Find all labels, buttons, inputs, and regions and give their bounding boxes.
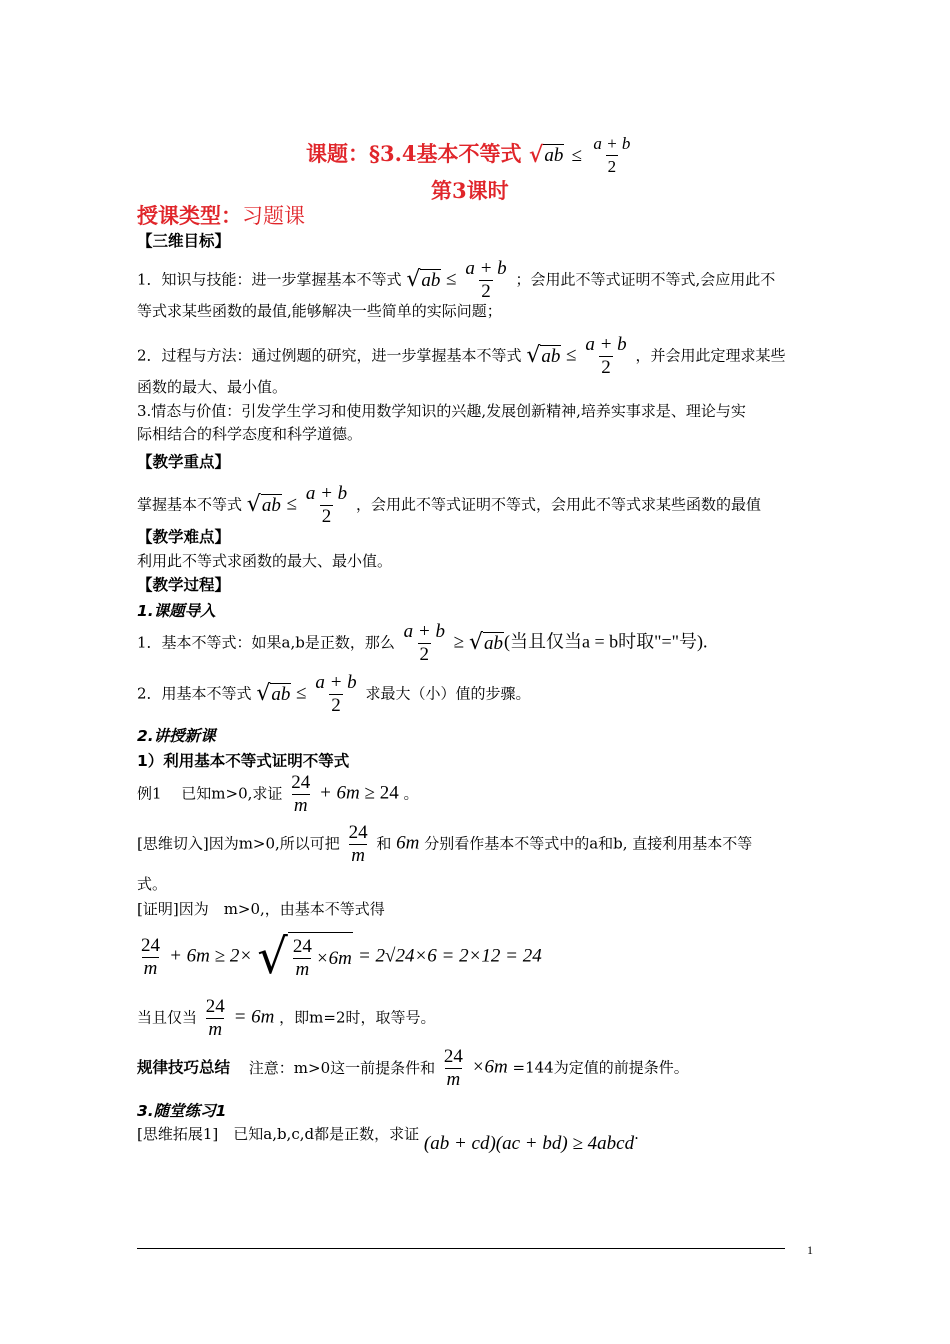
goal-3-line-1: 3.情态与价值：引发学生学习和使用数学知识的兴趣,发展创新精神,培养实事求是、理论与实 [137, 402, 746, 420]
goal-1-line-2: 等式求某些函数的最值,能够解决一些简单的实际问题； [137, 302, 502, 320]
footer-rule [137, 1248, 785, 1249]
think-line-1: [思维切入]因为m>0,所以可把 $\frac{24}{m}$ 和 6m 分别看作基本不等式中的a和b, 直接利用基本不等 [137, 822, 753, 866]
section-key-title: 【教学重点】 [137, 453, 231, 471]
rule-summary: 规律技巧总结 注意：m>0这一前提条件和 $\frac{24}{m}$ ×6m =144为定值的前提条件。 [137, 1046, 689, 1090]
section-difficulty-title: 【教学难点】 [137, 528, 231, 546]
fraction-a-plus-b-over-2: $\frac{a + b}{2}$ [593, 134, 631, 176]
page-number: 1 [807, 1243, 813, 1257]
subsection-new-sub: 1）利用基本不等式证明不等式 [137, 752, 350, 770]
section-process-title: 【教学过程】 [137, 576, 231, 594]
lesson-title: 课题：§3.4基本不等式 √ ab ≤ $\frac{a + b}{2}$ [306, 134, 631, 176]
subsection-new-title: 2.讲授新课 [137, 727, 216, 745]
proof-intro: [证明]因为 m>0,，由基本不等式得 [137, 900, 385, 918]
example-1: 例1 已知m>0,求证 $\frac{24}{m}$ + 6m ≥ 24 。 [137, 772, 419, 816]
goal-2-line-1: 2．过程与方法：通过例题的研究，进一步掌握基本不等式 √ ab ≤ $\frac{a + b}{2}$ ，并会用此定理求某些 [137, 334, 786, 378]
proof-equation: $\frac{24}{m}$ + 6m ≥ 2× √ $\frac{24}{m}$ ×6m = 2√24×6 = 2×12 = 24 [141, 929, 542, 985]
think-line-2: 式。 [137, 875, 168, 893]
goal-3-line-2: 际相结合的科学态度和科学道德。 [137, 425, 363, 443]
intro-item-1: 1．基本不等式：如果a,b是正数，那么 $\frac{a + b}{2}$ ≥ √ ab (当且仅当a = b时取"="号). [137, 621, 708, 665]
lesson-subtitle: 第3课时 [431, 178, 509, 203]
key-point-text: 掌握基本不等式 √ ab ≤ $\frac{a + b}{2}$ ，会用此不等式证明不等式，会用此不等式求某些函数的最值 [137, 483, 761, 527]
lesson-type: 授课类型：习题课 [137, 203, 305, 228]
intro-item-2: 2．用基本不等式 √ ab ≤ $\frac{a + b}{2}$ 求最大（小）值的步骤。 [137, 672, 531, 716]
subsection-intro-title: 1.课题导入 [137, 602, 216, 620]
section-goals-title: 【三维目标】 [137, 232, 231, 250]
subsection-practice-title: 3.随堂练习1 [137, 1102, 227, 1120]
difficulty-text: 利用此不等式求函数的最大、最小值。 [137, 552, 393, 570]
sqrt-ab: √ ab [528, 142, 564, 168]
extension-1: [思维拓展1] 已知a,b,c,d都是正数，求证 (ab + cd)(ac + bd) ≥ 4abcd. [137, 1125, 639, 1154]
equality-condition: 当且仅当 $\frac{24}{m}$ = 6m ，即m=2时，取等号。 [137, 996, 436, 1040]
goal-2-line-2: 函数的最大、最小值。 [137, 378, 288, 396]
goal-1-line-1: 1．知识与技能：进一步掌握基本不等式 √ ab ≤ $\frac{a + b}{2}$ ；会用此不等式证明不等式,会应用此不 [137, 258, 776, 302]
